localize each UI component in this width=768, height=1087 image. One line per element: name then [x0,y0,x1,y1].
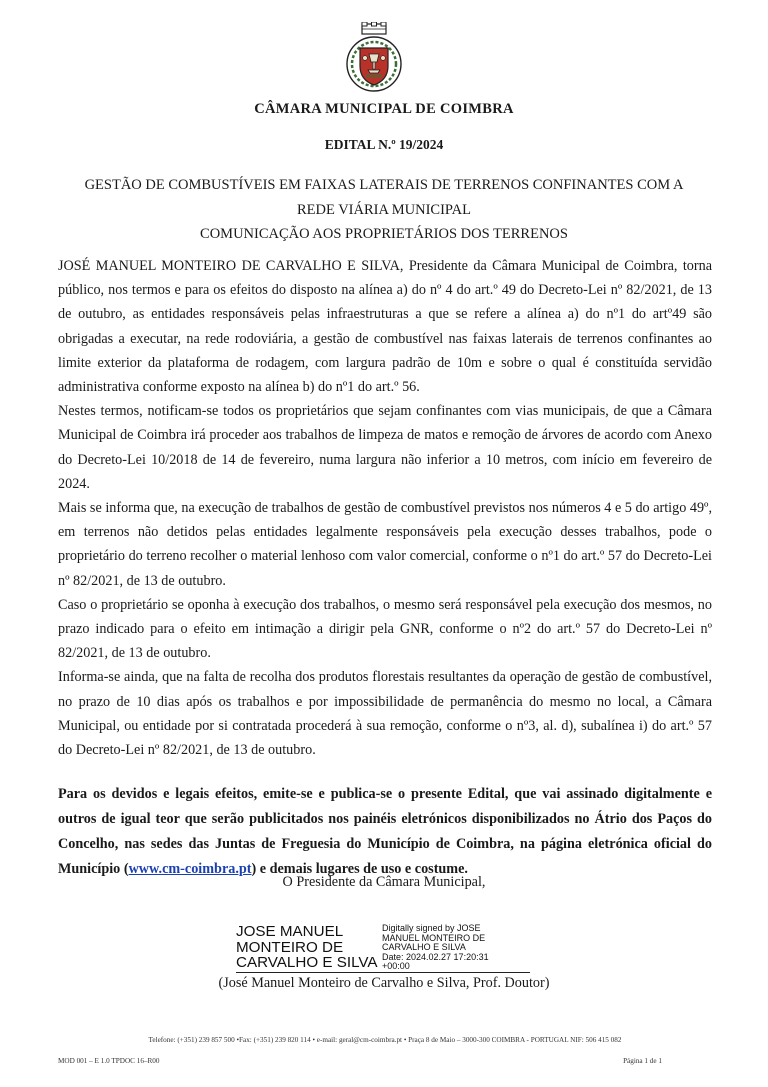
organization-name: CÂMARA MUNICIPAL DE COIMBRA [254,101,514,117]
digital-signature-line: +00:00 [382,961,410,972]
publication-paragraph [58,782,712,881]
coat-of-arms-icon [340,22,408,94]
edital-subject [0,173,768,247]
footer-document-code: MOD 001 – E 1.0 TPDOC 16–R00 [58,1057,160,1065]
subject-line: GESTÃO DE COMBUSTÍVEIS EM FAIXAS LATERAIS DE TERRENOS CONFINANTES COM A [84,177,684,193]
body-paragraph: Mais se informa que, na execução de trabalhos de gestão de combustível previstos nos números 4 e 5 do artigo 49º, em terrenos não detidos pelas entidades legalmente responsáveis pela execução desses trabalhos, pode o proprietário do terreno recolher o material lenhoso com valor comercial, conforme o nº1 do art.º 57 do Decreto-Lei nº 82/2021, de 13 de outubro. [58,500,712,589]
footer-page-number: Página 1 de 1 [623,1057,662,1065]
signer-name-line: CARVALHO E SILVA [236,954,378,971]
digital-signature-line: CARVALHO E SILVA [382,942,466,953]
signature-divider [236,972,530,973]
subject-line: COMUNICAÇÃO AOS PROPRIETÁRIOS DOS TERRENOS [200,226,568,242]
digital-signature-line: Digitally signed by JOSE [382,923,481,933]
publication-text: Para os devidos e legais efeitos, emite-se e publica-se o presente Edital, que vai assinado digitalmente e outros de igual teor que serão publicitados nos painéis eletrónicos disponibilizados no Átrio dos Paços do Concelho, nas sedes das Juntas de Freguesia do Município de Coimbra, na página eletrónica oficial do Município ( [58,786,712,877]
body-paragraph: JOSÉ MANUEL MONTEIRO DE CARVALHO E SILVA, Presidente da Câmara Municipal de Coimbra, torna público, nos termos e para os efeitos do disposto na alínea a) do nº 4 do art.º 49 do Decreto-Lei nº 82/2021, de 13 de outubro, as entidades responsáveis pelas infraestruturas a que se refere a alínea a) do nº1 do artº49 são obrigadas a executar, na rede rodoviária, a gestão de combustível nas faixas laterais de terrenos confinantes ao limite exterior da plataforma de rodagem, com largura padrão de 10m e sobre o qual é constituída servidão administrativa conforme exposto na alínea b) do nº1 do art.º 56. [58,258,712,396]
signer-name [236,924,378,971]
body-paragraph: Nestes termos, notificam-se todos os proprietários que sejam confinantes com vias municipais, de que a Câmara Municipal de Coimbra irá proceder aos trabalhos de limpeza de matos e remoção de árvores de acordo com Anexo do Decreto-Lei 10/2018 de 14 de fevereiro, numa largura não inferior a 10 metros, com início em fevereiro de 2024. [58,403,712,492]
edital-body [58,254,712,881]
signer-name-line: JOSE MANUEL [236,923,344,940]
edital-number: EDITAL N.º 19/2024 [324,137,444,152]
digital-signature-line: MANUEL MONTEIRO DE [382,932,486,943]
body-paragraph: Informa-se ainda, que na falta de recolha dos produtos florestais resultantes da operação de gestão de combustível, no prazo de 10 dias após os trabalhos e por impossibilidade de permanência do mesmo no local, a Câmara Municipal, ou entidade por si contratada procederá à sua remoção, conforme o nº3, al. d), subalínea i) do art.º 57 do Decreto-Lei nº 82/2021, de 13 de outubro. [58,669,712,759]
signer-name-line: MONTEIRO DE [236,938,344,956]
digital-signature-line: Date: 2024.02.27 17:20:31 [382,951,489,962]
digital-signature-details [382,924,489,972]
signature-closing: O Presidente da Câmara Municipal, [282,874,486,890]
subject-line: REDE VIÁRIA MUNICIPAL [296,201,471,218]
publication-text-end: ) e demais lugares de uso e costume. [251,860,468,877]
body-paragraph: Caso o proprietário se oponha à execução dos trabalhos, o mesmo será responsável pela execução dos mesmos, no prazo indicado para o efeito em intimação a dirigir pela GNR, conforme o nº2 do art.º 57 do Decreto-Lei nº 82/2021, de 13 de outubro. [58,596,712,662]
footer-contacts: Telefone: (+351) 239 857 500 •Fax: (+351) 239 820 114 • e-mail: geral@cm-coimbra.pt • Praça 8 de Maio – 3000-300 COIMBRA - PORTUGAL NIF: 506 415 082 [148,1036,622,1044]
municipal-website-link[interactable]: www.cm-coimbra.pt [128,860,252,877]
signer-caption: (José Manuel Monteiro de Carvalho e Silva, Prof. Doutor) [218,975,550,991]
